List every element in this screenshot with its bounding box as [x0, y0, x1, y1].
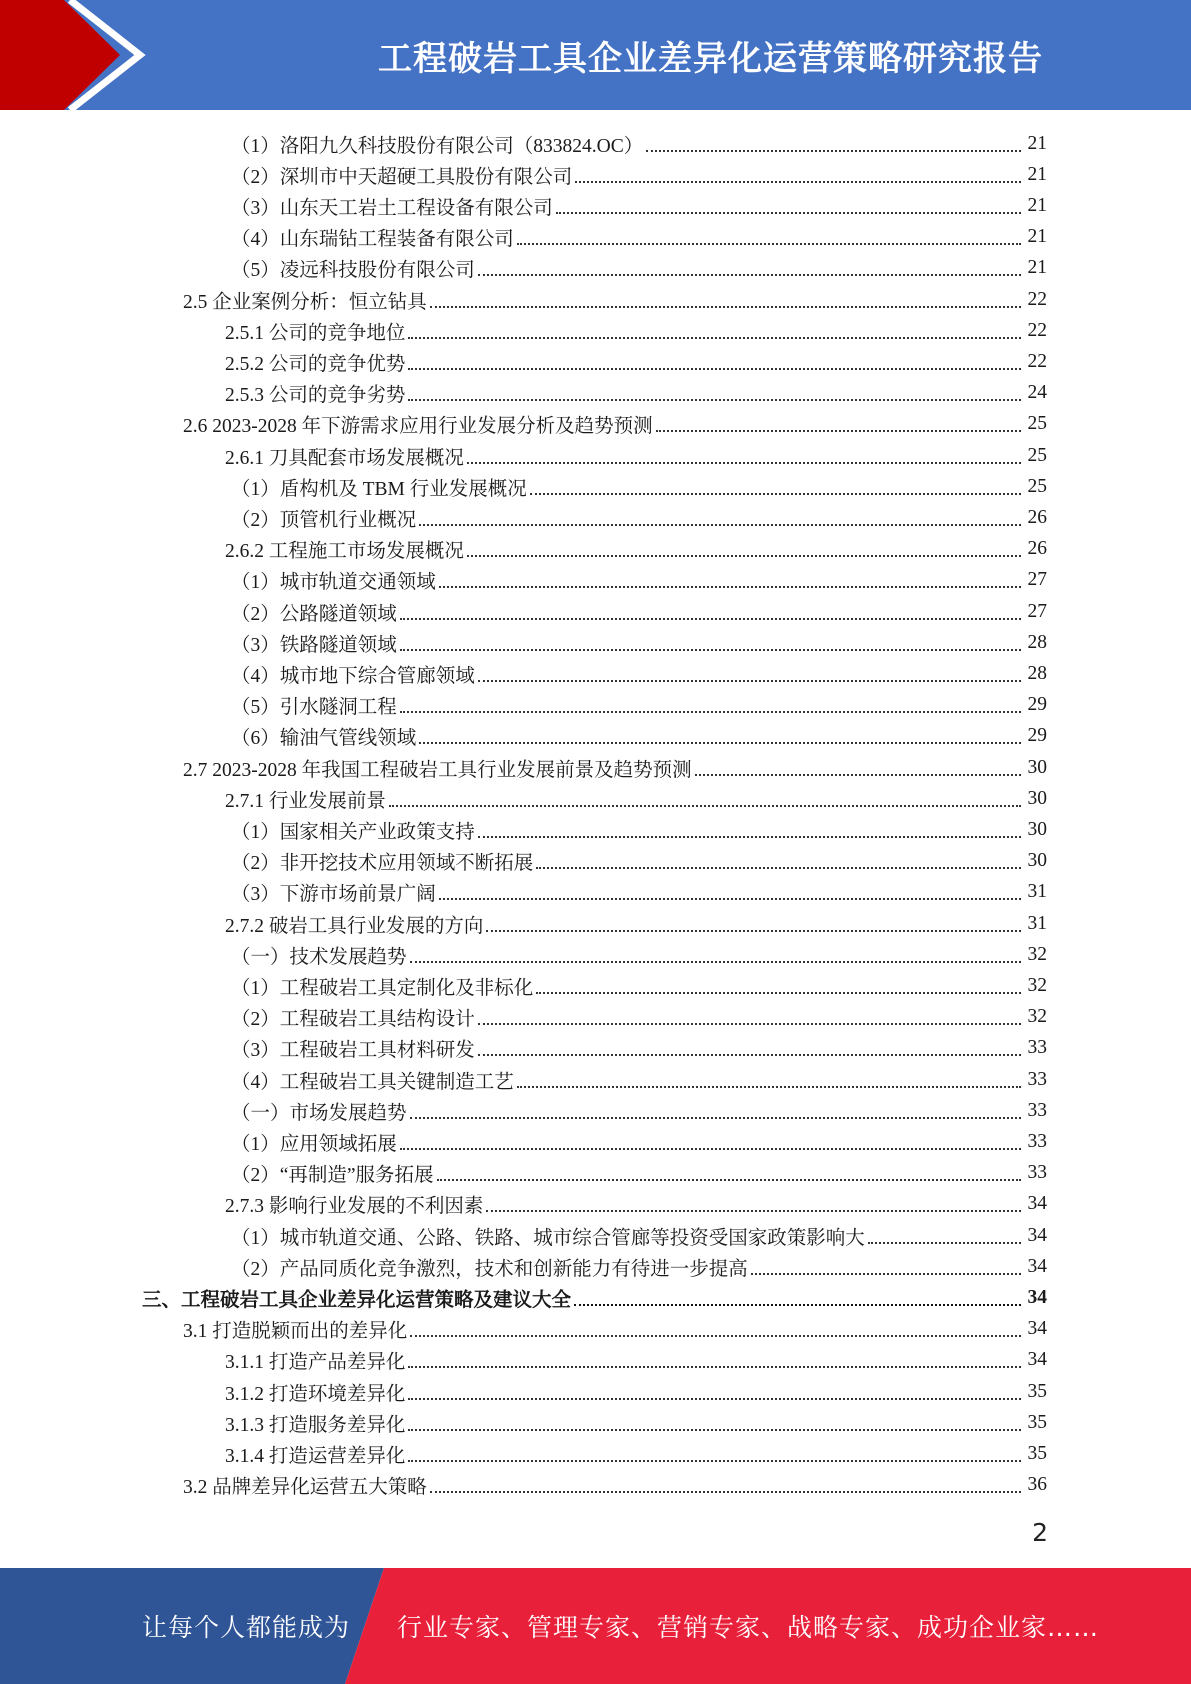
toc-dot-leader: [419, 524, 1021, 526]
toc-entry-label: 2.5.3 公司的竞争劣势: [225, 385, 406, 407]
toc-entry[interactable]: [231, 596, 1047, 627]
toc-entry[interactable]: [183, 284, 1047, 315]
toc-entry[interactable]: [231, 658, 1047, 689]
toc-entry-page: 21: [1027, 163, 1047, 185]
toc-entry-page: 34: [1027, 1349, 1047, 1371]
toc-entry-page: 29: [1027, 694, 1047, 716]
toc-entry-page: 33: [1027, 1068, 1047, 1090]
toc-dot-leader: [751, 1273, 1021, 1275]
toc-entry[interactable]: [231, 128, 1047, 159]
toc-entry-label: 2.5.1 公司的竞争地位: [225, 322, 406, 344]
toc-entry-label: 2.6 2023-2028 年下游需求应用行业发展分析及趋势预测: [183, 416, 653, 438]
toc-entry-label: （1）应用领域拓展: [231, 1133, 397, 1155]
toc-entry-label: （5）引水隧洞工程: [231, 697, 397, 719]
toc-dot-leader: [556, 212, 1021, 214]
toc-entry[interactable]: [225, 1407, 1047, 1438]
toc-dot-leader: [408, 1429, 1021, 1431]
toc-entry-label: （4）工程破岩工具关键制造工艺: [231, 1071, 514, 1093]
toc-dot-leader: [408, 368, 1021, 370]
toc-dot-leader: [478, 836, 1021, 838]
toc-dot-leader: [517, 243, 1021, 245]
page-footer: [0, 1568, 1191, 1684]
toc-entry-label: 3.1 打造脱颖而出的差异化: [183, 1321, 408, 1343]
toc-entry[interactable]: [225, 783, 1047, 814]
toc-entry[interactable]: [231, 846, 1047, 877]
toc-entry-page: 35: [1027, 1380, 1047, 1402]
toc-entry-page: 32: [1027, 943, 1047, 965]
toc-dot-leader: [646, 150, 1021, 152]
toc-entry[interactable]: [231, 471, 1047, 502]
report-title: 工程破岩工具企业差异化运营策略研究报告: [378, 38, 1043, 79]
toc-entry[interactable]: [231, 814, 1047, 845]
toc-dot-leader: [410, 1117, 1021, 1119]
toc-entry-label: 3.1.1 打造产品差异化: [225, 1352, 406, 1374]
toc-entry[interactable]: [225, 378, 1047, 409]
toc-entry[interactable]: [231, 690, 1047, 721]
toc-entry-label: （2）“再制造”服务拓展: [231, 1165, 434, 1187]
toc-entry-label: （1）洛阳九久科技股份有限公司（833824.OC）: [231, 135, 644, 157]
toc-entry-page: 26: [1027, 506, 1047, 528]
toc-dot-leader: [517, 1086, 1021, 1088]
toc-entry[interactable]: [225, 315, 1047, 346]
toc-entry[interactable]: [231, 253, 1047, 284]
toc-entry-page: 30: [1027, 850, 1047, 872]
toc-dot-leader: [400, 618, 1021, 620]
toc-entry-page: 28: [1027, 631, 1047, 653]
toc-entry-label: （2）工程破岩工具结构设计: [231, 1009, 475, 1031]
toc-entry-label: 2.7.2 破岩工具行业发展的方向: [225, 915, 484, 937]
toc-entry-page: 30: [1027, 818, 1047, 840]
toc-entry-label: （3）工程破岩工具材料研发: [231, 1040, 475, 1062]
toc-dot-leader: [400, 1148, 1021, 1150]
toc-entry[interactable]: [231, 190, 1047, 221]
toc-entry-label: （3）下游市场前景广阔: [231, 884, 436, 906]
toc-entry[interactable]: [225, 1189, 1047, 1220]
toc-entry[interactable]: [225, 346, 1047, 377]
toc-entry[interactable]: [183, 1470, 1047, 1501]
toc-entry[interactable]: [225, 1345, 1047, 1376]
toc-entry[interactable]: [231, 1095, 1047, 1126]
toc-entry-label: （4）城市地下综合管廊领域: [231, 665, 475, 687]
toc-entry[interactable]: [183, 409, 1047, 440]
toc-dot-leader: [400, 711, 1021, 713]
toc-dot-leader: [478, 680, 1021, 682]
toc-dot-leader: [536, 992, 1021, 994]
header-arrow-decoration: [0, 0, 160, 110]
toc-entry-page: 22: [1027, 350, 1047, 372]
toc-entry-page: 30: [1027, 787, 1047, 809]
toc-entry-page: 35: [1027, 1411, 1047, 1433]
toc-entry-page: 34: [1027, 1224, 1047, 1246]
toc-entry[interactable]: [231, 222, 1047, 253]
toc-entry-page: 34: [1027, 1193, 1047, 1215]
toc-entry-label: （一）技术发展趋势: [231, 946, 407, 968]
toc-dot-leader: [574, 1304, 1021, 1306]
toc-entry-label: （2）顶管机行业概况: [231, 509, 417, 531]
toc-entry-page: 22: [1027, 288, 1047, 310]
toc-entry-label: 2.7 2023-2028 年我国工程破岩工具行业发展前景及趋势预测: [183, 759, 692, 781]
toc-entry[interactable]: [231, 1251, 1047, 1282]
toc-dot-leader: [575, 181, 1021, 183]
toc-dot-leader: [695, 774, 1021, 776]
toc-entry-label: （1）城市轨道交通领域: [231, 572, 436, 594]
toc-entry[interactable]: [231, 939, 1047, 970]
toc-dot-leader: [656, 430, 1021, 432]
toc-entry[interactable]: [231, 1002, 1047, 1033]
toc-entry-page: 21: [1027, 226, 1047, 248]
toc-entry-page: 26: [1027, 538, 1047, 560]
toc-dot-leader: [478, 274, 1021, 276]
toc-entry[interactable]: [225, 440, 1047, 471]
toc-entry-page: 29: [1027, 725, 1047, 747]
toc-dot-leader: [419, 742, 1021, 744]
page-number: 2: [1032, 1518, 1048, 1547]
footer-slogan-right: 行业专家、管理专家、营销专家、战略专家、成功企业家……: [397, 1613, 1100, 1642]
toc-entry[interactable]: [231, 1064, 1047, 1095]
toc-entry-page: 22: [1027, 319, 1047, 341]
toc-dot-leader: [868, 1242, 1021, 1244]
toc-entry-page: 33: [1027, 1162, 1047, 1184]
toc-entry-label: （1）城市轨道交通、公路、铁路、城市综合管廊等投资受国家政策影响大: [231, 1227, 865, 1249]
toc-dot-leader: [536, 867, 1021, 869]
toc-dot-leader: [408, 399, 1021, 401]
toc-entry[interactable]: [231, 1033, 1047, 1064]
toc-dot-leader: [439, 898, 1021, 900]
toc-dot-leader: [430, 1491, 1021, 1493]
toc-entry-page: 25: [1027, 475, 1047, 497]
toc-entry-label: （2）深圳市中天超硬工具股份有限公司: [231, 166, 573, 188]
toc-entry-label: 2.6.1 刀具配套市场发展概况: [225, 447, 464, 469]
toc-entry-label: 2.7.3 影响行业发展的不利因素: [225, 1196, 484, 1218]
toc-dot-leader: [400, 649, 1021, 651]
toc-dot-leader: [478, 1023, 1021, 1025]
toc-entry-page: 31: [1027, 912, 1047, 934]
toc-entry-label: 2.5 企业案例分析：恒立钻具: [183, 291, 427, 313]
toc-entry-label: 3.1.4 打造运营差异化: [225, 1445, 406, 1467]
toc-entry-page: 35: [1027, 1442, 1047, 1464]
toc-dot-leader: [437, 1179, 1021, 1181]
toc-dot-leader: [486, 930, 1021, 932]
toc-entry[interactable]: [231, 627, 1047, 658]
toc-dot-leader: [486, 1210, 1021, 1212]
toc-entry[interactable]: [231, 877, 1047, 908]
toc-dot-leader: [408, 1366, 1021, 1368]
toc-entry-label: （2）公路隧道领域: [231, 603, 397, 625]
toc-dot-leader: [530, 493, 1021, 495]
toc-entry-label: 3.1.2 打造环境差异化: [225, 1383, 406, 1405]
toc-entry[interactable]: [225, 908, 1047, 939]
toc-entry-page: 33: [1027, 1037, 1047, 1059]
page-header: [0, 0, 1191, 110]
toc-entry-label: （4）山东瑞钻工程装备有限公司: [231, 229, 514, 251]
toc-entry-page: 34: [1027, 1286, 1047, 1308]
toc-entry-page: 21: [1027, 257, 1047, 279]
toc-dot-leader: [408, 1460, 1021, 1462]
toc-dot-leader: [408, 1398, 1021, 1400]
toc-entry[interactable]: [142, 1282, 1047, 1313]
toc-entry[interactable]: [225, 1438, 1047, 1469]
toc-entry-label: 2.6.2 工程施工市场发展概况: [225, 541, 464, 563]
toc-dot-leader: [478, 1054, 1021, 1056]
toc-dot-leader: [408, 337, 1021, 339]
toc-entry-page: 28: [1027, 662, 1047, 684]
toc-entry-page: 33: [1027, 1130, 1047, 1152]
toc-dot-leader: [430, 306, 1021, 308]
toc-entry-label: （2）非开挖技术应用领域不断拓展: [231, 853, 534, 875]
toc-entry-label: （1）盾构机及 TBM 行业发展概况: [231, 478, 527, 500]
toc-entry-page: 24: [1027, 382, 1047, 404]
toc-entry-label: 2.7.1 行业发展前景: [225, 790, 386, 812]
toc-entry-label: 3.2 品牌差异化运营五大策略: [183, 1477, 427, 1499]
toc-entry[interactable]: [231, 970, 1047, 1001]
toc-entry[interactable]: [225, 1376, 1047, 1407]
toc-entry-page: 21: [1027, 194, 1047, 216]
toc-entry[interactable]: [231, 1220, 1047, 1251]
toc-entry[interactable]: [231, 159, 1047, 190]
toc-entry-label: （3）山东天工岩土工程设备有限公司: [231, 197, 553, 219]
toc-entry[interactable]: [231, 721, 1047, 752]
toc-entry-label: （3）铁路隧道领域: [231, 634, 397, 656]
toc-dot-leader: [410, 961, 1021, 963]
toc-entry-page: 32: [1027, 974, 1047, 996]
toc-entry-page: 25: [1027, 444, 1047, 466]
toc-entry-label: （2）产品同质化竞争激烈，技术和创新能力有待进一步提高: [231, 1258, 748, 1280]
toc-entry-page: 30: [1027, 756, 1047, 778]
toc-dot-leader: [439, 586, 1021, 588]
toc-entry-label: （一）市场发展趋势: [231, 1102, 407, 1124]
toc-entry-label: 三、工程破岩工具企业差异化运营策略及建议大全: [142, 1289, 572, 1311]
toc-entry-label: （5）凌远科技股份有限公司: [231, 260, 475, 282]
toc-entry-page: 32: [1027, 1006, 1047, 1028]
toc-entry-label: （1）国家相关产业政策支持: [231, 821, 475, 843]
footer-slogan-left: 让每个人都能成为: [142, 1613, 351, 1642]
toc-entry-label: （1）工程破岩工具定制化及非标化: [231, 977, 534, 999]
toc-entry[interactable]: [231, 565, 1047, 596]
toc-entry-label: 2.5.2 公司的竞争优势: [225, 353, 406, 375]
toc-entry[interactable]: [231, 502, 1047, 533]
toc-entry-page: 27: [1027, 569, 1047, 591]
toc-entry[interactable]: [231, 1126, 1047, 1157]
toc-dot-leader: [389, 805, 1021, 807]
toc-entry-page: 21: [1027, 132, 1047, 154]
toc-entry-page: 33: [1027, 1099, 1047, 1121]
toc-dot-leader: [467, 462, 1021, 464]
toc-entry[interactable]: [225, 534, 1047, 565]
toc-dot-leader: [467, 555, 1021, 557]
toc-entry-page: 27: [1027, 600, 1047, 622]
toc-entry-page: 25: [1027, 413, 1047, 435]
toc-entry-page: 34: [1027, 1255, 1047, 1277]
toc-entry-label: （6）输油气管线领域: [231, 728, 417, 750]
toc-entry-page: 34: [1027, 1318, 1047, 1340]
toc-dot-leader: [410, 1335, 1021, 1337]
toc-entry[interactable]: [183, 1314, 1047, 1345]
toc-entry-page: 31: [1027, 881, 1047, 903]
toc-entry[interactable]: [183, 752, 1047, 783]
toc-entry-label: 3.1.3 打造服务差异化: [225, 1414, 406, 1436]
toc-entry[interactable]: [231, 1158, 1047, 1189]
toc-entry-page: 36: [1027, 1474, 1047, 1496]
